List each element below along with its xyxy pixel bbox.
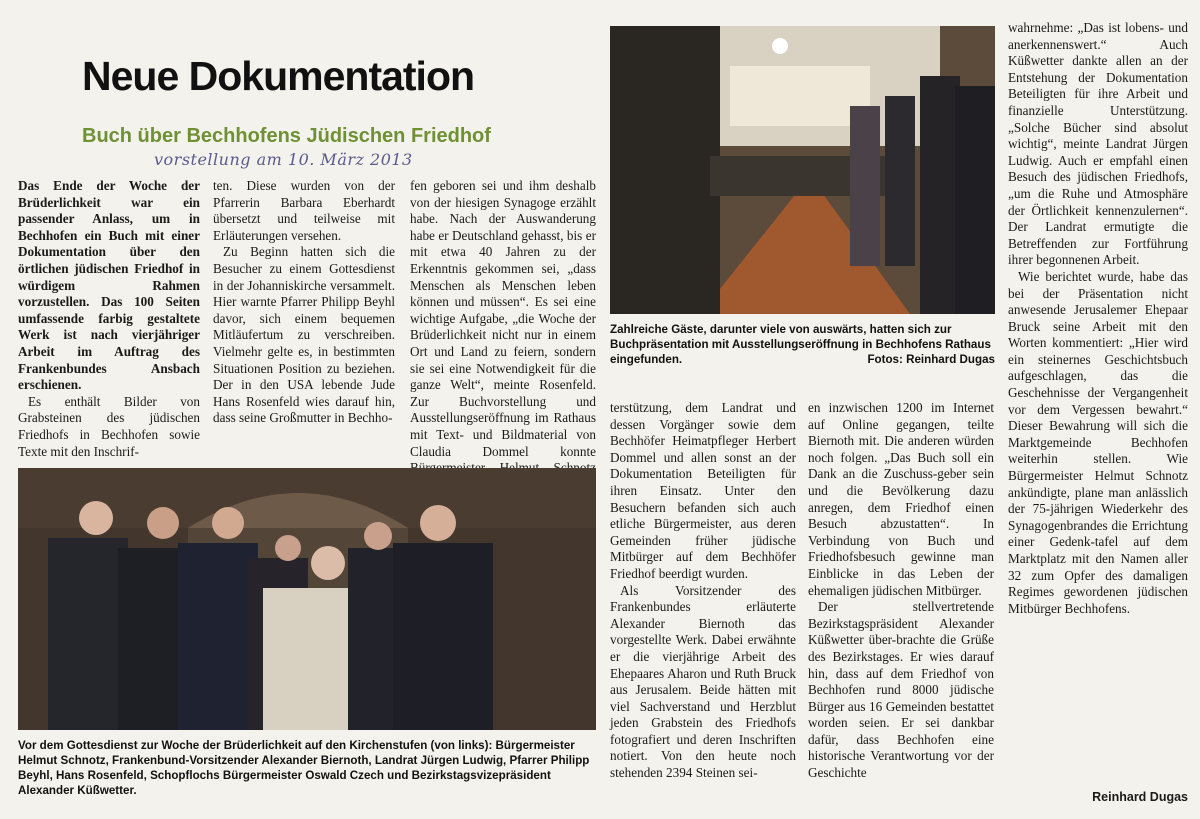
photo-church-image xyxy=(18,468,596,730)
body-paragraph: Wie berichtet wurde, habe das bei der Präsentation nicht anwesende Jerusalemer Ehepaar Bruck seine Arbeit mit den Worten kommentiert: „Hier wird ein steinernes Geschichtsbuch aufgeschlagen, das die Geschehnisse der Vergangenheit vor dem Vergessen bewahrt.“ Dieser Bewahrung will sich die Marktgemeinde Bechhofen weiterhin stellen. Wie Bürgermeister Helmut Schnotz ankündigte, plane man anlässlich der 75-jährigen Wiederkehr des Synagogenbrandes die Errichtung einer Gedenk-tafel auf dem Marktplatz mit den Namen aller 32 zum Opfer des damaligen Regimes gewordenen jüdischen Mitbürger Bechhofens. xyxy=(1008,268,1188,616)
article-column-1 xyxy=(18,178,200,460)
author-byline: Reinhard Dugas xyxy=(1092,790,1188,804)
body-paragraph: ten. Diese wurden von der Pfarrerin Barbara Eberhardt übersetzt und teilweise mit Erläuterungen versehen. xyxy=(213,178,395,243)
headline: Neue Dokumentation xyxy=(82,53,475,99)
body-paragraph: terstützung, dem Landrat und dessen Vorgänger sowie dem Bechhöfer Heimatpfleger Herbert Dommel und allen sonst an der Dokumentation Beteiligten für ihren Einsatz. Unter den Besuchern befanden sich auch etliche Bürgermeister, aus deren Gemeinden früher jüdische Mitbürger auf dem Bechhöfer Friedhof beerdigt wurden. xyxy=(610,400,796,581)
body-paragraph: Als Vorsitzender des Frankenbundes erläuterte Alexander Biernoth das vorgestellte Werk. Dabei erwähnte er die vierjährige Arbeit des Ehepaares Aharon und Ruth Bruck aus Jerusalem. Beide hätten mit viel Sachverstand und Herzblut jeden Grabstein des Friedhofs fotografiert und deren Inschriften notiert. Von den heute noch stehenden 2394 Steinen sei- xyxy=(610,582,796,781)
lead-paragraph: Das Ende der Woche der Brüderlichkeit war ein passender Anlass, um in Bechhofen ein Buch mit einer Dokumentation über den örtlichen jüdischen Friedhof in würdigem Rahmen vorzustellen. Das 100 Seiten umfassende farbig gestaltete Werk ist nach vierjähriger Arbeit im Auftrag des Frankenbundes Ansbach erschienen. xyxy=(18,178,200,393)
body-paragraph: fen geboren sei und ihm deshalb von der hiesigen Synagoge erzählt habe. Nach der Auswanderung habe er Deutschland gehasst, bis er mit etwa 40 Jahren zu der Erkenntnis gekommen sei, „dass Menschen als Menschen leben können und müssen“. Es sei eine wichtige Aufgabe, „die Woche der Brüderlichkeit nicht nur in einem Ort und Land zu feiern, sondern sie sei eine Notwendigkeit für die ganze Welt“, meinte Rosenfeld. Zur Buchvorstellung und Ausstellungseröffnung im Rathaus mit Text- und Bildmaterial von Claudia Dommel konnte xyxy=(410,178,596,459)
body-paragraph: Zu Beginn hatten sich die Besucher zu einem Gottesdienst in der Johanniskirche versammelt. Hier warnte Pfarrer Philipp Beyhl davor, sich einem bequemen Mitläufertum zu verschreiben. Vielmehr gelte es, in bestimmten Situationen Position zu beziehen. Der in den USA lebende Jude Hans Rosenfeld wies darauf hin, dass seine Großmutter in Bechho- xyxy=(213,244,395,426)
article-column-4 xyxy=(610,400,796,782)
photo-church-steps xyxy=(18,468,596,730)
article-column-6 xyxy=(1008,20,1188,617)
photo-rathaus-presentation xyxy=(610,26,995,314)
body-paragraph: Es enthält Bilder von Grabsteinen des jüdischen Friedhofs in Bechhofen sowie Texte mit den Inschrif- xyxy=(18,393,200,459)
photo-rathaus-image xyxy=(610,26,995,314)
article-column-5 xyxy=(808,400,994,782)
handwritten-note: vorstellung am 10. März 2013 xyxy=(154,150,413,169)
photo-top-caption xyxy=(610,322,995,367)
photo-bottom-caption: Vor dem Gottesdienst zur Woche der Brüderlichkeit auf den Kirchenstufen (von links): Bürgermeister Helmut Schnotz, Frankenbund-Vorsitzender Alexander Biernoth, Landrat Jürgen Ludwig, Pfarrer Philipp Beyhl, Hans Rosenfeld, Schopflochs Bürgermeister Oswald Czech und Bezirkstagsvizepräsident Alexander Küßwetter. xyxy=(18,739,590,797)
body-paragraph: wahrnehme: „Das ist lobens- und anerkennenswert.“ Auch Küßwetter dankte allen an der Entstehung der Dokumentation Beteiligten für ihre Arbeit und finanzielle Unterstützung. „Solche Bücher sind absolut wichtig“, meinte Landrat Jürgen Ludwig. Auch er empfahl einen Besuch des jüdischen Friedhofs, „um die Ruhe und Atmosphäre der Örtlichkeit kennenzulernen“. Der Landrat ermutigte die Betreffenden zur Fortführung ihrer begonnenen Arbeit. xyxy=(1008,20,1188,268)
body-paragraph: Der stellvertretende Bezirkstagspräsident Alexander Küßwetter über-brachte die Grüße des Bezirkstages. Er wies darauf hin, dass auf dem Friedhof von Bechhofen rund 8000 jüdische Bürger aus 16 Gemeinden bestattet worden seien. Er sei dankbar dafür, dass Bechhofen eine historische Verantwortung vor der Geschichte xyxy=(808,599,994,781)
body-paragraph: en inzwischen 1200 im Internet auf Online gegangen, teilte Biernoth mit. Die anderen würden noch folgen. „Das Buch soll ein Dank an die Zuschuss-geber sein und die Bevölkerung dazu anregen, dem Friedhof einen Besuch abzustatten“. In Verbindung von Buch und Friedhofsbesuch gewinne man Einblicke in das Leben der ehemaligen jüdischen Mitbürger. xyxy=(808,400,994,598)
caption-text: Zahlreiche Gäste, darunter viele von auswärts, hatten sich zur Buchpräsentation mit Ausstellungseröffnung in Bechhofens Rathaus eingefunden. xyxy=(610,323,991,366)
subheadline: Buch über Bechhofens Jüdischen Friedhof xyxy=(82,125,491,147)
photo-credit: Fotos: Reinhard Dugas xyxy=(867,353,995,366)
article-column-2 xyxy=(213,178,395,427)
